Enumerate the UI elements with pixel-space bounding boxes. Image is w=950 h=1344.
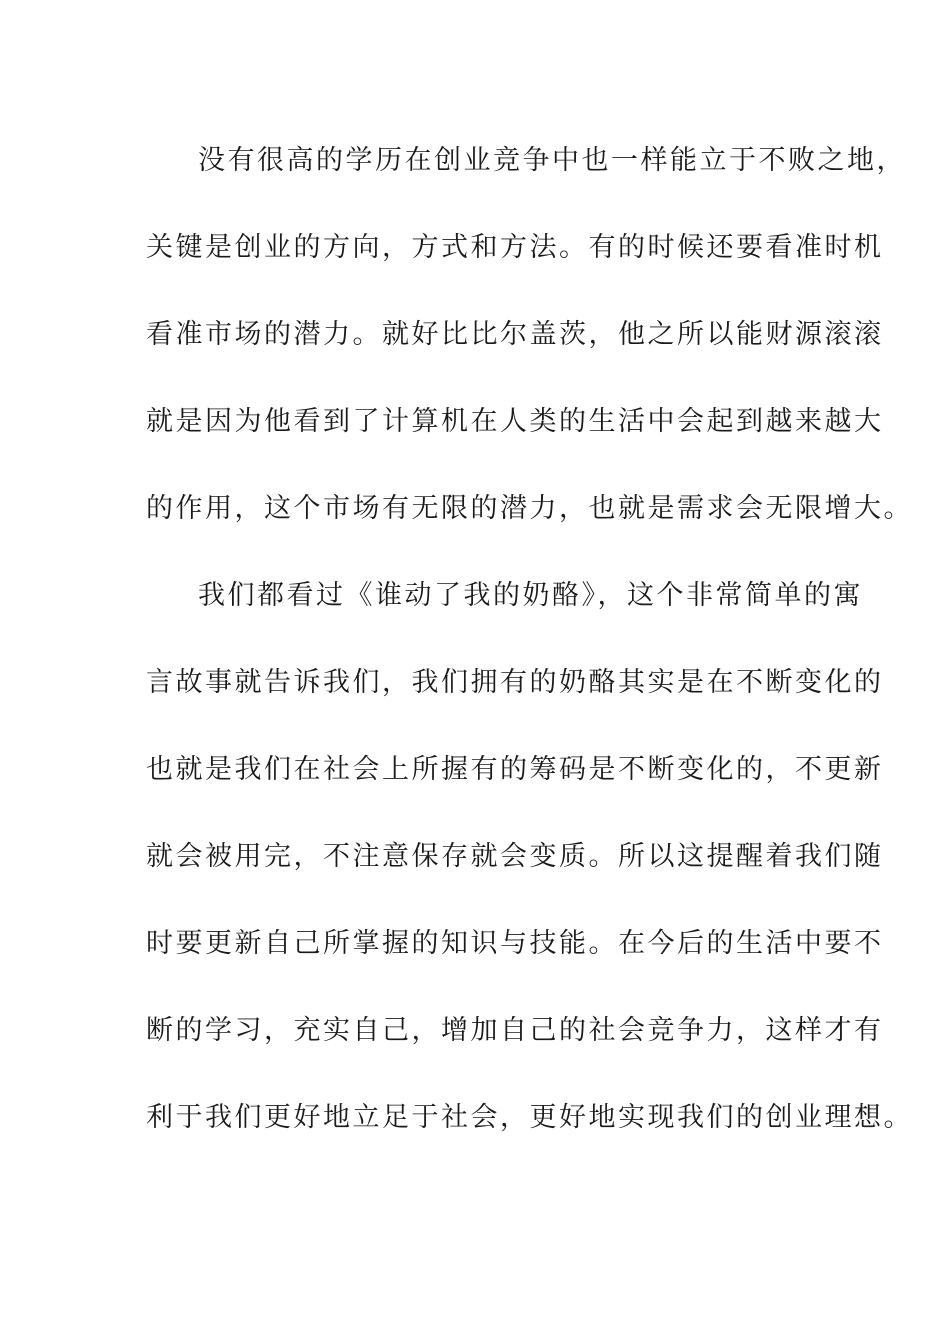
document-body bbox=[146, 137, 913, 1181]
paragraph-line: 也就是我们在社会上所握有的筹码是不断变化的，不更新 bbox=[146, 754, 884, 785]
paragraph-line: 断的学习，充实自己，增加自己的社会竞争力，这样才有 bbox=[146, 1015, 884, 1046]
paragraph-line: 言故事就告诉我们，我们拥有的奶酪其实是在不断变化的 bbox=[146, 667, 884, 698]
paragraph-line: 就是因为他看到了计算机在人类的生活中会起到越来越大 bbox=[146, 406, 884, 437]
paragraph-line: 时要更新自己所掌握的知识与技能。在今后的生活中要不 bbox=[146, 928, 884, 959]
paragraph-2 bbox=[146, 572, 913, 1181]
paragraph-line: 我们都看过《谁动了我的奶酪》，这个非常简单的寓 bbox=[198, 580, 863, 611]
paragraph-line: 利于我们更好地立足于社会，更好地实现我们的创业理想。 bbox=[146, 1102, 913, 1133]
paragraph-line: 的作用，这个市场有无限的潜力，也就是需求会无限增大。 bbox=[146, 493, 913, 524]
paragraph-1 bbox=[146, 137, 913, 572]
paragraph-line: 没有很高的学历在创业竞争中也一样能立于不败之地， bbox=[198, 145, 906, 176]
paragraph-line: 关键是创业的方向，方式和方法。有的时候还要看准时机 bbox=[146, 232, 884, 263]
paragraph-line: 就会被用完，不注意保存就会变质。所以这提醒着我们随 bbox=[146, 841, 884, 872]
paragraph-line: 看准市场的潜力。就好比比尔盖茨，他之所以能财源滚滚 bbox=[146, 319, 884, 350]
